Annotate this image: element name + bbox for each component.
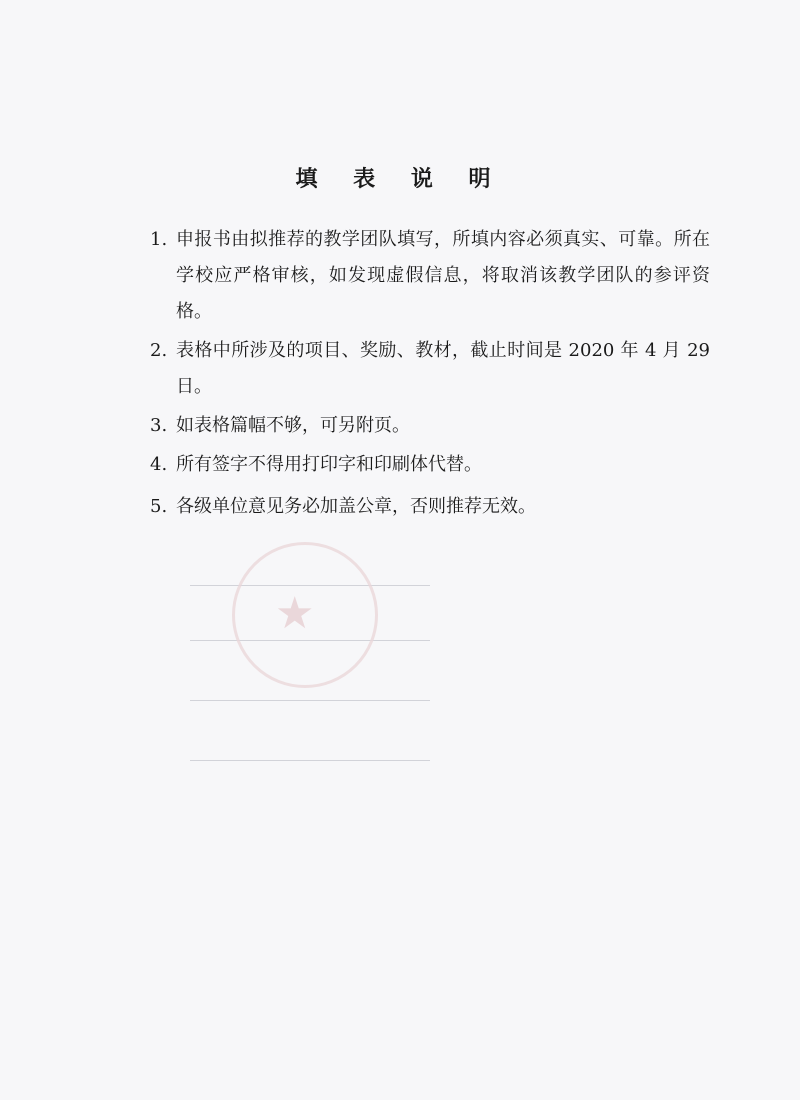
item-text: 所有签字不得用打印字和印刷体代替。 [176, 454, 482, 475]
instruction-list [150, 222, 710, 528]
list-item [150, 408, 710, 444]
item-text: 表格中所涉及的项目、奖励、教材，截止时间是 2020 年 4 月 29 日。 [176, 340, 710, 397]
page-title: 填 表 说 明 [295, 167, 505, 192]
list-item [150, 333, 710, 405]
item-number: 5. [150, 496, 168, 517]
bleed-line [190, 700, 430, 701]
list-item [150, 489, 710, 525]
bleed-line [190, 760, 430, 761]
item-number: 1. [150, 229, 168, 250]
stamp-star-icon: ★ [275, 588, 315, 639]
list-item [150, 447, 710, 483]
list-item [150, 222, 710, 330]
item-text: 如表格篇幅不够，可另附页。 [176, 415, 410, 436]
item-number: 3. [150, 415, 168, 436]
item-number: 2. [150, 340, 168, 361]
item-text: 各级单位意见务必加盖公章，否则推荐无效。 [176, 496, 536, 517]
item-number: 4. [150, 454, 168, 475]
item-text: 申报书由拟推荐的教学团队填写，所填内容必须真实、可靠。所在学校应严格审核，如发现虚假信息，将取消该教学团队的参评资格。 [176, 229, 710, 322]
